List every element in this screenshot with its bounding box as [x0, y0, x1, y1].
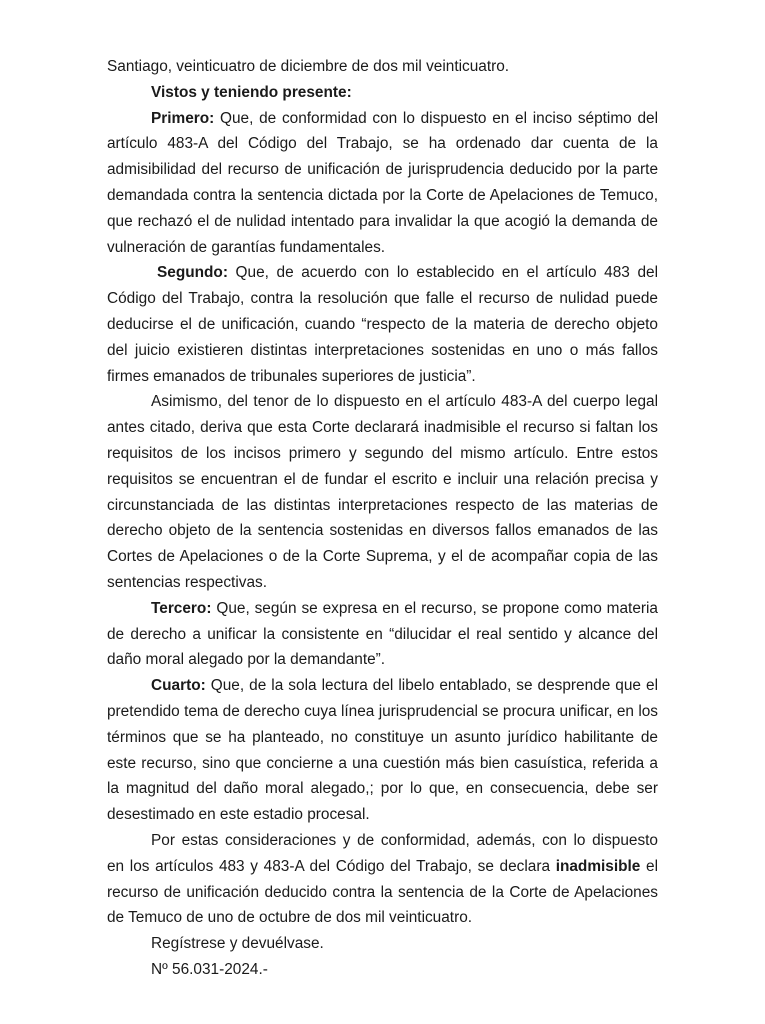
paragraph-asimismo: Asimismo, del tenor de lo dispuesto en el artículo 483-A del cuerpo legal antes citado, deriva que esta Corte declarará inadmisible el recurso si faltan los requisitos de los incisos primero y segundo del mismo artículo. Entre estos requisitos se encuentran el de fundar el escrito e incluir una relación precisa y circunstanciada de las distintas interpretaciones respecto de las materias de derecho objeto de la sentencia sostenidas en diversos fallos emanados de las Cortes de Apelaciones o de la Corte Suprema, y el de acompañar copia de las sentencias respectivas. — [107, 393, 658, 591]
paragraph-primero — [107, 106, 658, 261]
date-line: Santiago, veinticuatro de diciembre de dos mil veinticuatro. — [107, 58, 510, 75]
paragraph-label: Tercero: — [151, 599, 212, 617]
paragraph-segundo — [107, 260, 658, 389]
paragraph-text: Por estas consideraciones y de conformidad, además, con lo dispuesto en los artículos 483 y 483-A del Código del Trabajo, se declara — [107, 831, 658, 875]
verdict-word: inadmisible — [555, 857, 641, 875]
paragraph-label: Primero: — [151, 109, 215, 127]
paragraph-label: Segundo: — [157, 264, 228, 282]
paragraph-text: Que, de acuerdo con lo establecido en el artículo 483 del Código del Trabajo, contra la resolución que falle el recurso de nulidad puede deducirse el de unificación, cuando “respecto de la materia de derecho objeto del juicio existieren distintas interpretaciones sostenidas en uno o más fallos firmes emanados de tribunales superiores de justicia”. — [107, 264, 658, 385]
case-number: Nº 56.031-2024.- — [151, 960, 268, 978]
heading: Vistos y teniendo presente: — [151, 83, 352, 101]
document-body — [107, 54, 658, 983]
paragraph-cuarto — [107, 673, 658, 828]
paragraph-tercero — [107, 596, 658, 673]
paragraph-text: Que, de conformidad con lo dispuesto en el inciso séptimo del artículo 483-A del Código del Trabajo, se ha ordenado dar cuenta de la admisibilidad del recurso de unificación de jurisprudencia deducido por la parte demandada contra la sentencia dictada por la Corte de Apelaciones de Temuco, que rechazó el de nulidad intentado para invalidar la que acogió la demanda de vulneración de garantías fundamentales. — [107, 109, 658, 256]
paragraph-resolucion — [107, 828, 658, 931]
paragraph-text: Que, de la sola lectura del libelo entablado, se desprende que el pretendido tema de derecho cuya línea jurisprudencial se procura unificar, en los términos que se ha planteado, no constituye un asunto jurídico habilitante de este recurso, sino que concierne a una cuestión más bien casuística, referida a la magnitud del daño moral alegado,; por lo que, en consecuencia, debe ser desestimado en este estadio procesal. — [107, 677, 658, 824]
paragraph-label: Cuarto: — [151, 677, 206, 695]
paragraph-text: el recurso de unificación deducido contra la sentencia de la Corte de Apelaciones de Temuco de uno de octubre de dos mil veinticuatro. — [107, 857, 658, 927]
paragraph-text: Que, según se expresa en el recurso, se propone como materia de derecho a unificar la consistente en “dilucidar el real sentido y alcance del daño moral alegado por la demandante”. — [107, 599, 658, 669]
closing-line: Regístrese y devuélvase. — [151, 935, 324, 953]
